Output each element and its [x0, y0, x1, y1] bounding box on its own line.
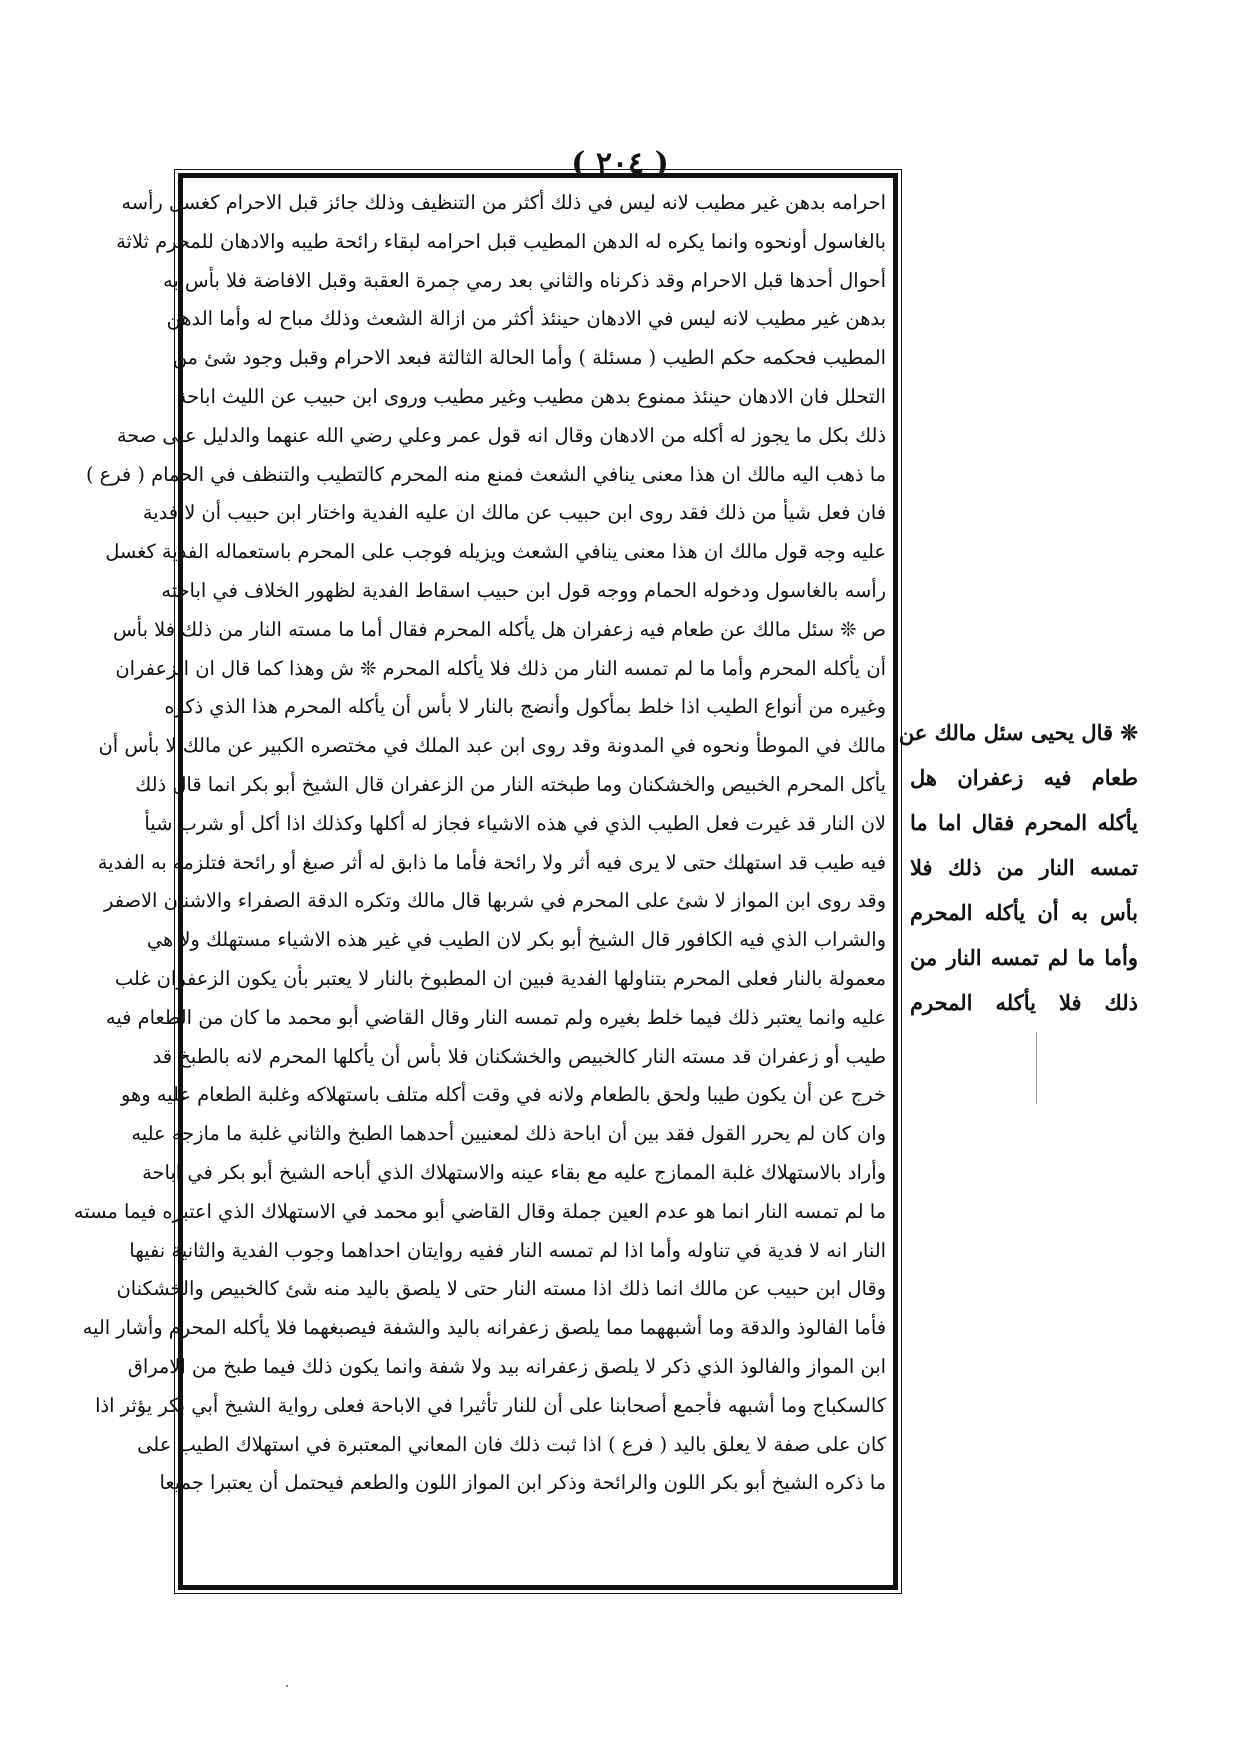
text-line: وان كان لم يحرر القول فقد بين أن اباحة ذلك لمعنيين أحدهما الطبخ والثاني غلبة ما مازجه عليه [131, 1122, 886, 1146]
margin-note-line: وأما ما لم تمسه النار من [910, 945, 1138, 970]
margin-note-line: بأس به أن يأكله المحرم [910, 900, 1138, 925]
text-line: وأراد بالاستهلاك غلبة الممازج عليه مع بقاء عينه والاستهلاك الذي أباحه الشيخ أبو بكر في اباحة [142, 1160, 886, 1184]
text-line: كالسكباج وما أشبهه فأجمع أصحابنا على أن للنار تأثيرا في الاباحة فعلى رواية الشيخ أبي بكر يؤثر اذا [95, 1393, 886, 1417]
margin-rule [1036, 1032, 1037, 1104]
text-line: عليه وانما يعتبر ذلك فيما خلط بغيره ولم تمسه النار وقال القاضي أبو محمد ما كان من الطعام فيه [105, 1005, 886, 1029]
text-line: وقد روى ابن المواز لا شئ على المحرم في شربها قال مالك وتكره الدقة الصفراء والاشنان الاصفر [104, 889, 886, 913]
text-line: فيه طيب قد استهلك حتى لا يرى فيه أثر ولا رائحة فأما ما ذابق له أثر صبغ أو رائحة فتلزمه به الفدية [97, 850, 886, 874]
text-line: التحلل فان الادهان حينئذ ممنوع بدهن مطيب وغير مطيب وروى ابن حبيب عن الليث اباحة [176, 384, 886, 408]
text-line: طيب أو زعفران قد مسته النار كالخبيص والخشكنان فلا بأس أن يأكلها المحرم لانه بالطبخ قد [152, 1044, 886, 1068]
margin-note-line: ذلك فلا يأكله المحرم [910, 990, 1138, 1015]
scan-speck [286, 1685, 288, 1687]
text-line: بدهن غير مطيب لانه ليس في الادهان حينئذ أكثر من ازالة الشعث وذلك مباح له وأما الدهن [166, 307, 886, 331]
text-line: وقال ابن حبيب عن مالك انما ذلك اذا مسته النار حتى لا يلصق باليد منه شئ كالخبيص والخشكنان [116, 1277, 886, 1301]
text-line: المطيب فحكمه حكم الطيب ( مسئلة ) وأما الحالة الثالثة فبعد الاحرام وقبل وجود شئ من [172, 346, 886, 370]
text-line: رأسه بالغاسول ودخوله الحمام ووجه قول ابن حبيب اسقاط الفدية لظهور الخلاف في اباحته [161, 578, 886, 602]
text-line: عليه وجه قول مالك ان هذا معنى ينافي الشعث ويزيله فوجب على المحرم باستعماله الفدية كغسل [105, 540, 886, 564]
text-line: والشراب الذي فيه الكافور قال الشيخ أبو بكر لان الطيب في غير هذه الاشياء مستهلك ولا هي [146, 928, 886, 952]
text-line: ما ذكره الشيخ أبو بكر اللون والرائحة وذكر ابن المواز اللون والطعم فيحتمل أن يعتبرا جميعا [159, 1471, 886, 1495]
text-line: خرج عن أن يكون طيبا ولحق بالطعام ولانه في وقت أكله متلف باستهلاكه وغلبة الطعام عليه وهو [120, 1083, 886, 1107]
text-line: أن يأكله المحرم وأما ما لم تمسه النار من ذلك فلا يأكله المحرم ❊ ش وهذا كما قال ان الزعفران [115, 656, 886, 680]
margin-note-line: تمسه النار من ذلك فلا [910, 855, 1138, 880]
text-line: ما لم تمسه النار انما هو عدم العين جملة وقال القاضي أبو محمد في الاستهلاك الذي اعتبره فيما مسته [73, 1199, 886, 1223]
text-line: معمولة بالنار فعلى المحرم بتناولها الفدية فبين ان المطبوخ بالنار لا يعتبر بأن يكون الزعفران غلب [114, 966, 886, 990]
text-line: وغيره من أنواع الطيب اذا خلط بمأكول وأنضج بالنار لا بأس أن يأكله المحرم هذا الذي ذكره [164, 695, 886, 719]
text-line: ابن المواز والفالوذ الذي ذكر لا يلصق زعفرانه بيد ولا شفة وانما يكون ذلك فيما طبخ من الامراق [127, 1354, 886, 1378]
text-line: ذلك بكل ما يجوز له أكله من الادهان وقال انه قول عمر وعلي رضي الله عنهما والدليل على صحة [116, 423, 886, 447]
text-line: أحوال أحدها قبل الاحرام وقد ذكرناه والثاني بعد رمي جمرة العقبة وقبل الافاضة فلا بأس به [162, 268, 886, 292]
text-line: النار انه لا فدية في تناوله وأما اذا لم تمسه النار ففيه روايتان احداهما وجوب الفدية والثانية نفيها [129, 1238, 886, 1262]
text-line: يأكل المحرم الخبيص والخشكنان وما طبخته النار من الزعفران قال الشيخ أبو بكر انما قال ذلك [135, 772, 886, 796]
margin-commentary [898, 710, 1138, 1025]
main-text-block [73, 184, 886, 1582]
margin-note-line: طعام فيه زعفران هل [910, 765, 1138, 790]
text-line: مالك في الموطأ ونحوه في المدونة وقد روى ابن عبد الملك في مختصره الكبير عن مالك لا بأس أن [98, 734, 886, 758]
page-number: ( ٢٠٤ ) [571, 146, 669, 181]
text-line: احرامه بدهن غير مطيب لانه ليس في ذلك أكثر من التنظيف وذلك جائز قبل الاحرام كغسل رأسه [121, 191, 886, 214]
text-line: فأما الفالوذ والدقة وما أشبههما مما يلصق زعفرانه باليد والشفة فيصبغهما فلا يأكله المحرم وأشار اليه [82, 1316, 886, 1340]
margin-note-line: يأكله المحرم فقال اما ما [910, 810, 1138, 835]
text-line: فان فعل شيأ من ذلك فقد روى ابن حبيب عن مالك ان عليه الفدية واختار ابن حبيب أن لا فدية [142, 501, 886, 525]
text-line: ما ذهب اليه مالك ان هذا معنى ينافي الشعث فمنع منه المحرم كالتطيب والتنظف في الحمام ( فرع ) [85, 462, 886, 486]
text-line: كان على صفة لا يعلق باليد ( فرع ) اذا ثبت ذلك فان المعاني المعتبرة في استهلاك الطيب على [137, 1432, 886, 1456]
text-line: لان النار قد غيرت فعل الطيب الذي في هذه الاشياء فجاز له أكلها وكذلك اذا أكل أو شرب شيأ [144, 811, 886, 835]
margin-note-line: ❊ قال يحيى سئل مالك عن [898, 720, 1138, 745]
text-line: بالغاسول أونحوه وانما يكره له الدهن المطيب قبل احرامه لبقاء رائحة طيبه والادهان للمحرم ثلاثة [116, 229, 886, 253]
text-line: ص ❊ سئل مالك عن طعام فيه زعفران هل يأكله المحرم فقال أما ما مسته النار من ذلك فلا بأس [113, 617, 886, 641]
